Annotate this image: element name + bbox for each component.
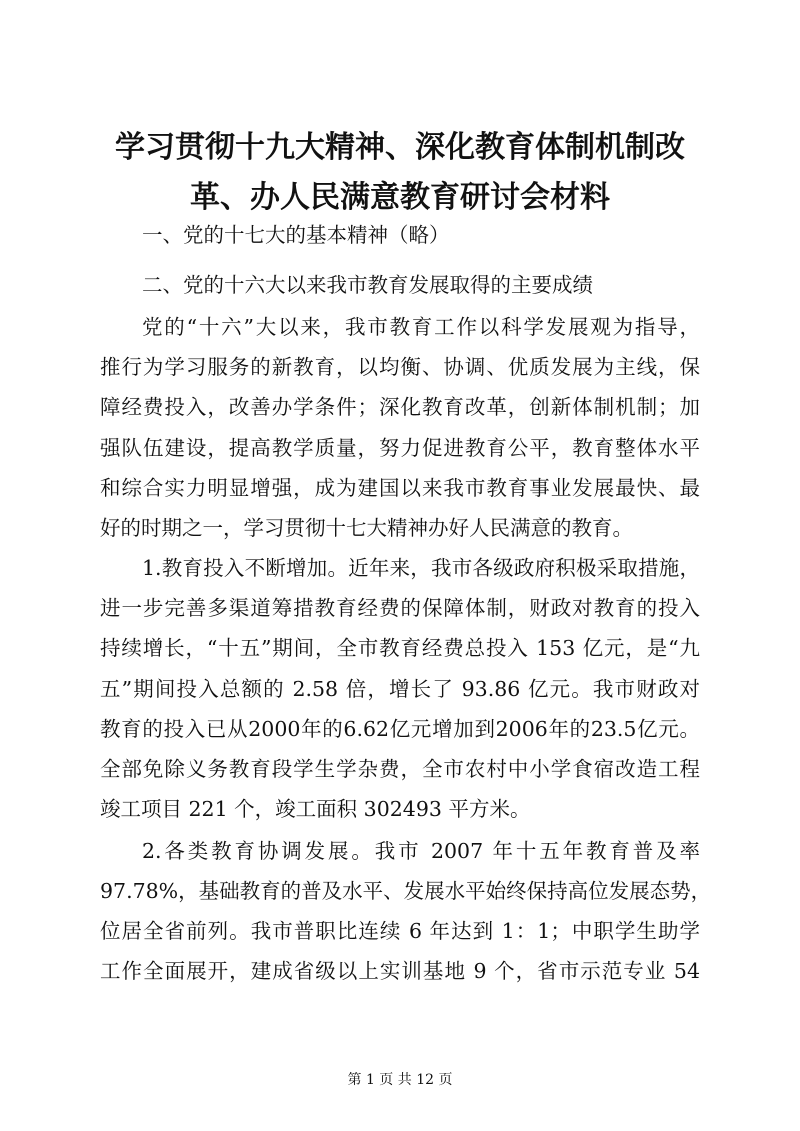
body-line: 97.78%，基础教育的普及水平、发展水平始终保持高位发展态势，: [100, 879, 712, 903]
body-line: 障经费投入，改善办学条件；深化教育改革，创新体制机制；加: [100, 395, 700, 419]
body-line: 竣工项目 221 个，竣工面积 302493 平方米。: [100, 797, 531, 821]
body-line: 五”期间投入总额的 2.58 倍，增长了 93.86 亿元。我市财政对: [100, 677, 700, 701]
body-line: 强队伍建设，提高教学质量，努力促进教育公平，教育整体水平: [100, 436, 700, 460]
body-line: 进一步完善多渠道筹措教育经费的保障体制，财政对教育的投入: [100, 596, 700, 620]
section-heading-2: 二、党的十六大以来我市教育发展取得的主要成绩: [142, 273, 593, 297]
document-title-line-2: 革、办人民满意教育研讨会材料: [190, 180, 610, 215]
page-number-footer: 第 1 页 共 12 页: [347, 1072, 453, 1088]
body-line: 持续增长，“十五”期间，全市教育经费总投入 153 亿元，是“九: [100, 636, 700, 660]
body-line: 工作全面展开，建成省级以上实训基地 9 个，省市示范专业 54: [100, 959, 700, 983]
body-line: 和综合实力明显增强，成为建国以来我市教育事业发展最快、最: [100, 476, 700, 500]
body-line: 教育的投入已从2000年的6.62亿元增加到2006年的23.5亿元。: [100, 717, 700, 741]
section-heading-1: 一、党的十七大的基本精神（略）: [142, 223, 450, 247]
body-line: 1.教育投入不断增加。近年来，我市各级政府积极采取措施，: [142, 556, 700, 580]
document-title-line-1: 学习贯彻十九大精神、深化教育体制机制改: [115, 130, 685, 165]
body-line: 全部免除义务教育段学生学杂费，全市农村中小学食宿改造工程: [100, 757, 700, 781]
body-line: 好的时期之一，学习贯彻十七大精神办好人民满意的教育。: [100, 516, 633, 540]
body-line: 党的“十六”大以来，我市教育工作以科学发展观为指导，: [142, 315, 700, 339]
body-line: 推行为学习服务的新教育，以均衡、协调、优质发展为主线，保: [100, 355, 700, 379]
body-line: 2.各类教育协调发展。我市 2007 年十五年教育普及率: [142, 839, 700, 863]
body-line: 位居全省前列。我市普职比连续 6 年达到 1：1；中职学生助学: [100, 919, 700, 943]
